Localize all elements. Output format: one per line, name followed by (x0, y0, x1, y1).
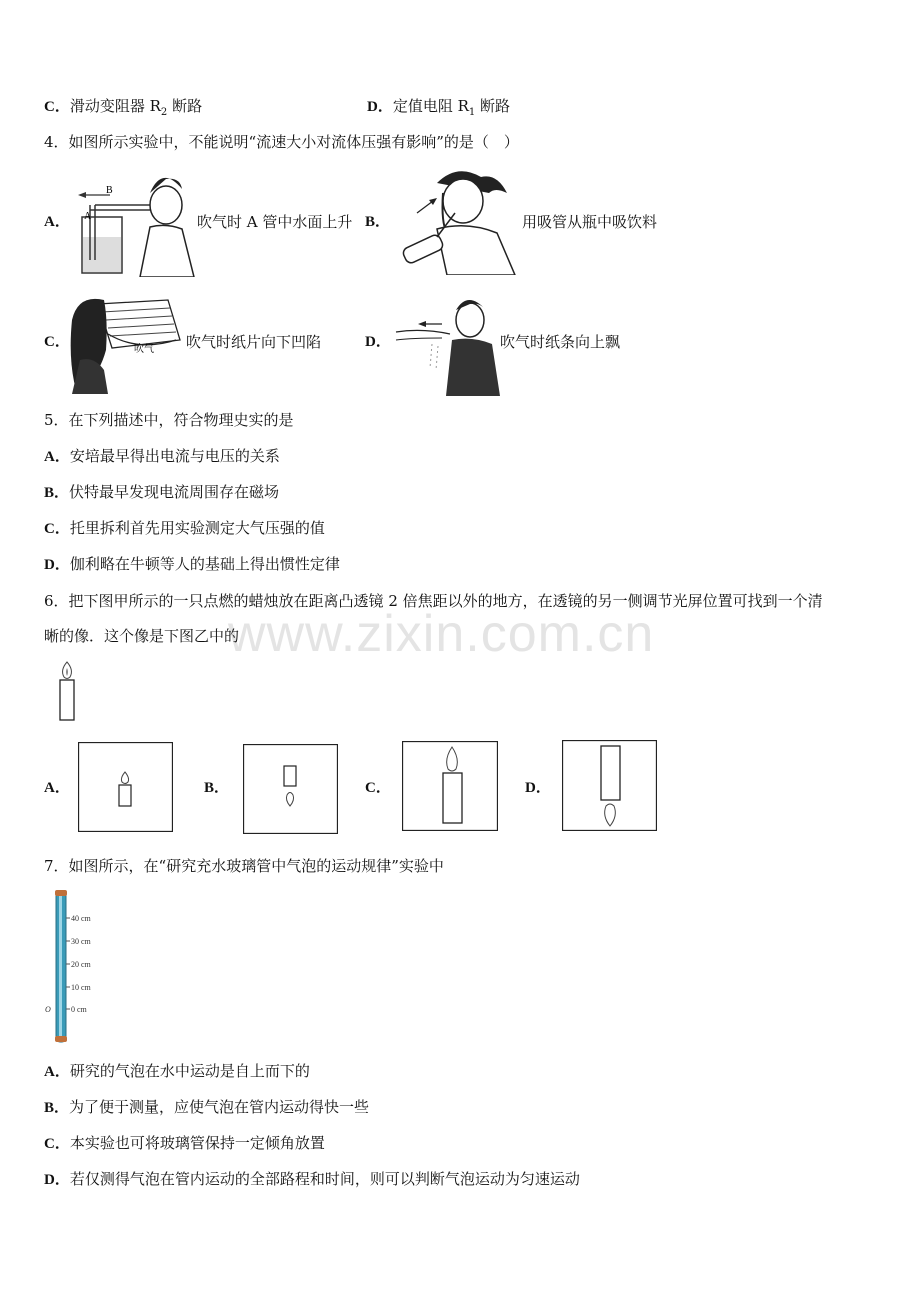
q7-option-d[interactable] (44, 1169, 580, 1190)
q6-stem-line2: 晰的像．这个像是下图乙中的 (44, 627, 240, 645)
q4-stem: 4．如图所示实验中，不能说明“流速大小对流体压强有影响”的是（ ） (44, 133, 519, 151)
q7-option-a[interactable] (44, 1061, 310, 1082)
option-text: 为了便于测量，应使气泡在管内运动得快一些 (69, 1098, 370, 1116)
option-letter: D． (44, 557, 70, 573)
q3-option-c[interactable] (44, 96, 202, 123)
q4-option-b-text[interactable]: 用吸管从瓶中吸饮料 (522, 213, 658, 231)
tick-40: 40 cm (71, 914, 91, 923)
q4-option-c-text[interactable]: 吹气时纸片向下凹陷 (186, 333, 322, 351)
q6-option-d-box[interactable] (562, 740, 657, 831)
q4-option-c-letter[interactable]: C． (44, 334, 70, 350)
blowing-strip-figure (392, 288, 502, 396)
bubble-tube-figure (44, 890, 104, 1046)
option-text: 若仅测得气泡在管内运动的全部路程和时间，则可以判断气泡运动为匀速运动 (69, 1170, 580, 1188)
q4-option-b-letter[interactable]: B． (365, 214, 391, 230)
option-text: 研究的气泡在水中运动是自上而下的 (69, 1062, 310, 1080)
q5-option-d[interactable] (44, 554, 340, 575)
q6-option-b-letter[interactable]: B． (204, 780, 230, 796)
watermark: www.zixin.com.cn (228, 605, 655, 663)
q5-stem: 5．在下列描述中，符合物理史实的是 (44, 411, 294, 429)
q5-option-b[interactable] (44, 482, 279, 503)
tick-20: 20 cm (71, 960, 91, 969)
label-a: A (84, 211, 92, 222)
option-letter: A． (44, 1064, 70, 1080)
q3-option-d[interactable] (367, 96, 510, 123)
q7-stem: 7．如图所示，在“研究充水玻璃管中气泡的运动规律”实验中 (44, 857, 444, 875)
option-text: 安培最早得出电流与电压的关系 (69, 447, 280, 465)
q4-option-d-text[interactable]: 吹气时纸条向上飘 (500, 333, 621, 351)
label-b: B (106, 185, 113, 196)
tick-10: 10 cm (71, 983, 91, 992)
option-text: 滑动变阻器 R (69, 97, 161, 115)
option-letter: D． (367, 99, 393, 115)
q5-option-c[interactable] (44, 518, 325, 539)
option-letter: A． (44, 449, 70, 465)
q7-option-c[interactable] (44, 1133, 325, 1154)
option-letter: C． (44, 99, 70, 115)
q6-option-a-box[interactable] (78, 742, 173, 832)
option-letter: B． (44, 1100, 70, 1116)
option-letter: C． (44, 521, 70, 537)
subscript: 2 (160, 107, 168, 118)
option-letter: D． (44, 1172, 70, 1188)
option-text: 本实验也可将玻璃管保持一定倾角放置 (69, 1134, 325, 1152)
q6-option-d-letter[interactable]: D． (525, 780, 551, 796)
option-text: 定值电阻 R (392, 97, 469, 115)
candle-original-figure (56, 660, 78, 722)
q7-option-b[interactable] (44, 1097, 369, 1118)
origin-label: O (45, 1005, 51, 1014)
tick-0: 0 cm (71, 1005, 87, 1014)
q5-option-a[interactable] (44, 446, 280, 467)
option-text-after: 断路 (167, 97, 203, 115)
option-letter: B． (44, 485, 70, 501)
q4-option-a-text[interactable]: 吹气时 A 管中水面上升 (197, 213, 353, 231)
q6-option-b-box[interactable] (243, 744, 338, 834)
q6-stem-line1: 6．把下图甲所示的一只点燃的蜡烛放在距离凸透镜 2 倍焦距以外的地方，在透镜的另一侧调节光屏位置可找到一个清 (44, 592, 823, 610)
blowing-tube-figure (70, 165, 198, 277)
q4-option-a-letter[interactable]: A． (44, 214, 70, 230)
q4-option-d-letter[interactable]: D． (365, 334, 391, 350)
option-text: 伏特最早发现电流周围存在磁场 (69, 483, 280, 501)
q6-option-c-box[interactable] (402, 741, 498, 831)
option-text: 托里拆利首先用实验测定大气压强的值 (69, 519, 325, 537)
option-text: 伽利略在牛顿等人的基础上得出惯性定律 (69, 555, 340, 573)
tick-30: 30 cm (71, 937, 91, 946)
option-letter: C． (44, 1136, 70, 1152)
option-text-after: 断路 (475, 97, 511, 115)
q6-option-c-letter[interactable]: C． (365, 780, 391, 796)
q6-option-a-letter[interactable]: A． (44, 780, 70, 796)
subscript: 1 (468, 107, 476, 118)
girl-drinking-figure (397, 163, 523, 275)
paper-label: 吹气 (134, 344, 154, 355)
blowing-paper-figure (68, 290, 182, 394)
